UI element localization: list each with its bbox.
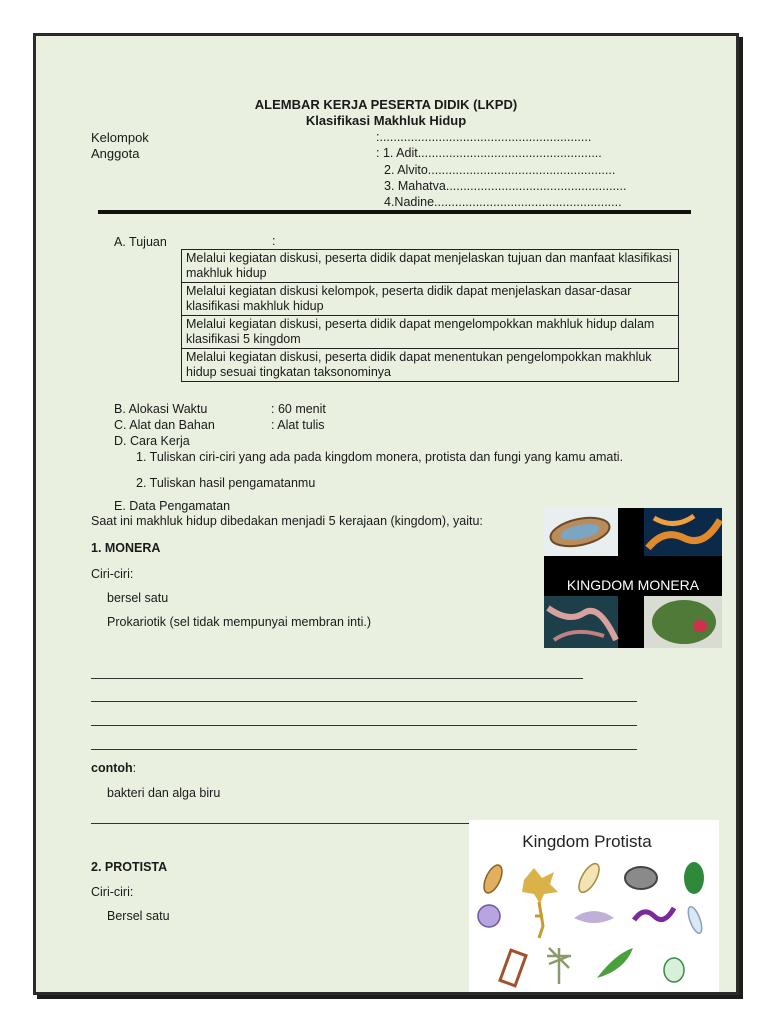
kelompok-label: Kelompok: [91, 130, 149, 145]
protista-collage-graphic: [469, 820, 719, 992]
member-4: 4.Nadine......................................................: [384, 195, 622, 209]
contoh-label: [91, 761, 136, 775]
monera-heading: 1. MONERA: [91, 541, 161, 555]
alat-label: C. Alat dan Bahan: [114, 418, 215, 432]
contoh-label-text: contoh: [91, 761, 133, 775]
kingdom-intro: Saat ini makhluk hidup dibedakan menjadi 5 kerajaan (kingdom), yaitu:: [91, 514, 483, 528]
protista-heading: 2. PROTISTA: [91, 860, 168, 874]
monera-trait: Prokariotik (sel tidak mempunyai membran inti.): [107, 615, 371, 629]
header-divider: [98, 210, 691, 214]
answer-line: [91, 725, 637, 726]
page-subtitle: Klasifikasi Makhluk Hidup: [305, 113, 467, 128]
page-title: ALEMBAR KERJA PESERTA DIDIK (LKPD): [254, 97, 518, 112]
alat-value: : Alat tulis: [271, 418, 325, 432]
monera-collage-graphic: [544, 508, 722, 648]
goal-item: Melalui kegiatan diskusi, peserta didik dapat menjelaskan tujuan dan manfaat klasifikasi makhluk hidup: [182, 250, 679, 283]
contoh-value: bakteri dan alga biru: [107, 786, 221, 800]
alokasi-value: : 60 menit: [271, 402, 326, 416]
monera-trait: bersel satu: [107, 591, 169, 605]
answer-line: [91, 701, 637, 702]
goals-table: [181, 249, 679, 382]
monera-ciri-label: Ciri-ciri:: [91, 567, 134, 581]
step-1: 1. Tuliskan ciri-ciri yang ada pada kingdom monera, protista dan fungi yang kamu amati.: [136, 450, 624, 464]
step-2: 2. Tuliskan hasil pengamatanmu: [136, 476, 316, 490]
member-1: : 1. Adit.....................................................: [376, 146, 602, 160]
answer-line: [91, 749, 637, 750]
anggota-label: Anggota: [91, 146, 140, 161]
goal-item: Melalui kegiatan diskusi, peserta didik dapat mengelompokkan makhluk hidup dalam klasifikasi 5 kingdom: [182, 316, 679, 349]
kelompok-value: :.............................................................: [376, 130, 592, 144]
worksheet-page: [33, 33, 739, 995]
contoh-colon: :: [132, 761, 137, 775]
member-2: 2. Alvito......................................................: [384, 163, 616, 177]
goal-item: Melalui kegiatan diskusi kelompok, peserta didik dapat menjelaskan dasar-dasar klasifikasi makhluk hidup: [182, 283, 679, 316]
answer-line: [91, 823, 471, 824]
protista-image-caption: Kingdom Protista: [522, 832, 652, 851]
protista-trait: Bersel satu: [107, 909, 170, 923]
cara-kerja-label: D. Cara Kerja: [114, 434, 190, 448]
kingdom-monera-image: [544, 508, 722, 648]
alokasi-label: B. Alokasi Waktu: [114, 402, 208, 416]
monera-image-caption: KINGDOM MONERA: [566, 577, 700, 593]
kingdom-protista-image: [469, 820, 719, 992]
tujuan-colon: :: [272, 234, 276, 248]
data-pengamatan-label: E. Data Pengamatan: [114, 499, 231, 513]
goal-item: Melalui kegiatan diskusi, peserta didik dapat menentukan pengelompokkan makhluk hidup sesuai tingkatan taksonominya: [182, 349, 679, 382]
answer-line: [91, 678, 583, 679]
protista-ciri-label: Ciri-ciri:: [91, 885, 134, 899]
tujuan-label: A. Tujuan: [114, 235, 167, 249]
member-3: 3. Mahatva....................................................: [384, 179, 627, 193]
